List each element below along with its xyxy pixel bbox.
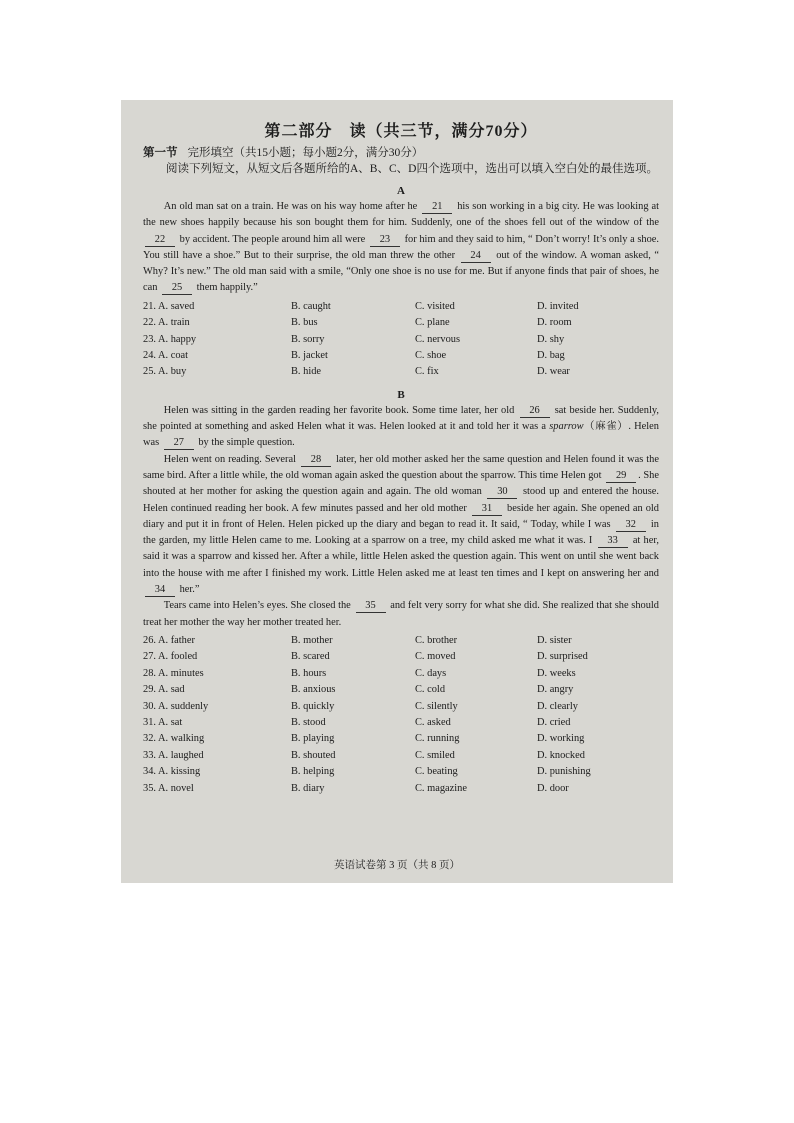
blank-34: 34 — [145, 584, 175, 597]
blank-32: 32 — [616, 519, 646, 532]
option-a: 25. A. buy — [143, 366, 187, 378]
option-d: D. wear — [537, 366, 570, 378]
option-c: C. cold — [415, 684, 446, 696]
option-b: B. sorry — [291, 333, 325, 345]
option-b: B. shouted — [291, 749, 336, 761]
instructions: 阅读下列短文，从短文后各题所给的A、B、C、D四个选项中，选出可以填入空白处的最佳选项。 — [166, 163, 658, 175]
option-d: D. shy — [537, 333, 565, 345]
option-row — [143, 781, 659, 797]
option-row — [143, 348, 659, 364]
blank-25: 25 — [162, 282, 192, 295]
option-b: B. quickly — [291, 700, 335, 712]
passage-b-heading: B — [397, 388, 405, 401]
option-c: C. running — [415, 733, 460, 745]
blank-29: 29 — [606, 470, 636, 483]
option-a: 21. A. saved — [143, 300, 195, 312]
option-c: C. nervous — [415, 333, 461, 345]
option-d: D. surprised — [537, 651, 588, 663]
page-footer: 英语试卷第 3 页（共 8 页） — [334, 860, 460, 871]
option-row — [143, 699, 659, 715]
blank-21: 21 — [422, 201, 452, 214]
option-row — [143, 682, 659, 698]
option-c: C. asked — [415, 717, 451, 728]
blank-24: 24 — [461, 250, 491, 263]
option-b: B. hide — [291, 366, 322, 378]
option-row — [143, 633, 659, 649]
option-row — [143, 666, 659, 682]
option-b: B. anxious — [291, 684, 336, 696]
option-a: 30. A. suddenly — [143, 700, 209, 712]
option-d: D. working — [537, 733, 585, 745]
option-c: C. silently — [415, 700, 458, 712]
option-c: C. plane — [415, 317, 450, 329]
blank-30: 30 — [487, 486, 517, 499]
option-d: D. knocked — [537, 749, 585, 761]
option-a: 28. A. minutes — [143, 667, 204, 679]
passage-paragraph: An old man sat on a train. He was on his way home after he 21 his son working in a big city. He was looking at the new shoes happily because his son bought them for him. Suddenly, one of the shoes fell out of the window of the 22 by accident. The people around him all were 23 for him and they said to him, “ Don’t worry! It’s only a shoe. You still have a shoe.” But to their surprise, the old man threw the other 24 out of the window. A woman asked, “ Why? It’s new.” The old man said with a smile, “Only one shoe is no use for me. But if anyone finds that pair of shoes, he can 25 them happily.” — [143, 201, 660, 294]
option-c: C. moved — [415, 651, 456, 663]
option-row — [143, 731, 659, 747]
blank-26: 26 — [520, 405, 550, 418]
blank-35: 35 — [356, 600, 386, 613]
option-b: B. helping — [291, 766, 335, 778]
option-row — [143, 299, 659, 315]
option-b: B. caught — [291, 300, 331, 312]
option-a: 24. A. coat — [143, 350, 189, 361]
option-d: D. sister — [537, 634, 572, 646]
option-a: 34. A. kissing — [143, 766, 201, 778]
section-number: 第一节 — [143, 147, 178, 159]
blank-28: 28 — [301, 454, 331, 467]
option-d: D. punishing — [537, 766, 591, 778]
option-row — [143, 715, 659, 731]
passage-a-options — [143, 299, 659, 381]
option-c: C. smiled — [415, 749, 455, 761]
italic-term: sparrow — [549, 421, 584, 433]
option-d: D. invited — [537, 300, 579, 312]
option-b: B. stood — [291, 717, 326, 728]
option-a: 23. A. happy — [143, 333, 197, 345]
option-d: D. cried — [537, 717, 571, 728]
blank-27: 27 — [164, 437, 194, 450]
passage-paragraph: Tears came into Helen’s eyes. She closed the 35 and felt very sorry for what she did. She realized that she should treat her mother the way her mother treated her. — [143, 600, 659, 628]
option-b: B. scared — [291, 651, 330, 663]
option-b: B. diary — [291, 782, 325, 794]
page-title: 第二部分 读（共三节，满分70分） — [264, 123, 538, 140]
passage-paragraph: Helen went on reading. Several 28 later, her old mother asked her the same question and Helen found it was the same bird. After a little while, the old woman again asked the question about the sparrow. This time Helen got 29 . She shouted at her mother for asking the question again and again. The old woman 30 stood up and entered the house. Helen continued reading her book. A few minutes passed and her old mother 31 beside her again. She opened an old diary and put it in front of Helen. Helen picked up the diary and began to read it. It said, “ Today, while I was 32 in the garden, my little Helen came to me. Looking at a sparrow on a tree, my child asked me what it was. I 33 at her, said it was a sparrow and kissed her. After a while, little Helen asked the question again. This went on until she went back into the house with me after I finished my work. Little Helen asked me at least ten times and I kept on answering her and 34 her.” — [143, 453, 659, 596]
option-b: B. bus — [291, 317, 318, 329]
passage-b-options — [143, 633, 659, 797]
option-a: 33. A. laughed — [143, 749, 204, 761]
section-title: 完形填空（共15小题；每小题2分，满分30分） — [187, 147, 424, 159]
blank-31: 31 — [472, 503, 502, 516]
option-b: B. hours — [291, 667, 327, 679]
option-a: 32. A. walking — [143, 733, 205, 745]
passage-a-heading: A — [397, 185, 405, 197]
passage-paragraph: Helen was sitting in the garden reading her favorite book. Some time later, her old 26 sat beside her. Suddenly, she pointed at something and asked Helen what it was. Helen looked at it and told her it was a sparrow（麻雀）. Helen was 27 by the simple question. — [143, 404, 659, 449]
option-a: 26. A. father — [143, 634, 195, 646]
option-a: 27. A. fooled — [143, 651, 198, 663]
option-a: 35. A. novel — [143, 782, 194, 794]
option-d: D. clearly — [537, 700, 578, 712]
section-heading — [143, 145, 659, 161]
option-a: 31. A. sat — [143, 717, 183, 728]
exam-page — [121, 100, 673, 883]
option-row — [143, 315, 659, 331]
option-row — [143, 764, 659, 780]
option-c: C. visited — [415, 300, 455, 312]
option-d: D. room — [537, 317, 572, 329]
option-c: C. beating — [415, 766, 458, 778]
option-b: B. mother — [291, 634, 333, 646]
option-row — [143, 748, 659, 764]
option-c: C. days — [415, 667, 447, 679]
option-row — [143, 649, 659, 665]
blank-33: 33 — [598, 535, 628, 548]
option-a: 29. A. sad — [143, 684, 185, 696]
option-d: D. weeks — [537, 667, 576, 679]
option-c: C. brother — [415, 634, 458, 646]
option-d: D. angry — [537, 684, 574, 696]
blank-23: 23 — [370, 234, 400, 247]
passage-a — [143, 199, 659, 297]
blank-22: 22 — [145, 234, 175, 247]
passage-b — [143, 403, 659, 631]
option-a: 22. A. train — [143, 317, 190, 329]
option-c: C. shoe — [415, 350, 447, 361]
option-b: B. jacket — [291, 350, 328, 361]
option-d: D. door — [537, 782, 569, 794]
option-c: C. magazine — [415, 782, 467, 794]
option-d: D. bag — [537, 350, 565, 361]
option-row — [143, 332, 659, 348]
option-row — [143, 364, 659, 380]
option-c: C. fix — [415, 366, 439, 378]
option-b: B. playing — [291, 733, 335, 745]
